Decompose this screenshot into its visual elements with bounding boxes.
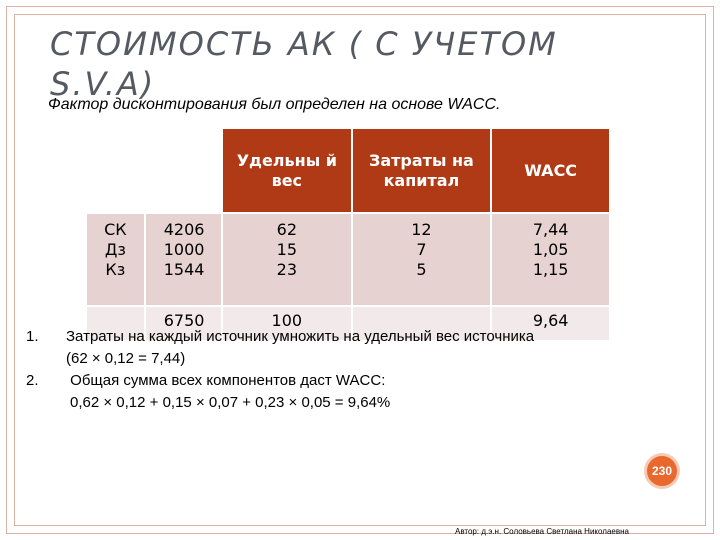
wacc-sk: 7,44: [532, 220, 569, 239]
table-row: [87, 213, 610, 306]
header-wacc: WACC: [491, 129, 610, 213]
header-cost-of-capital: Затраты на капитал: [352, 129, 492, 213]
weight-dz: 15: [276, 240, 297, 259]
amount-dz: 1000: [163, 240, 205, 259]
list-item: [26, 326, 534, 348]
note-number: 2.: [26, 372, 39, 389]
list-item: [26, 370, 534, 392]
wacc-kz: 1,15: [532, 260, 569, 279]
total-weight: 100: [222, 306, 351, 341]
note-formula: 0,62 × 0,12 + 0,15 × 0,07 + 0,23 × 0,05 = 9,64%: [70, 394, 391, 411]
note-text: Затраты на каждый источник умножить на удельный вес источника: [66, 328, 535, 345]
header-weight: Удельны й вес: [222, 129, 351, 213]
total-wacc: 9,64: [491, 306, 610, 341]
slide-title: СТОИМОСТЬ АК ( С УЧЕТОМ S.V.A): [50, 25, 558, 103]
note-text: Общая сумма всех компонентов даст WACC:: [66, 372, 386, 389]
cell-weights: [222, 213, 351, 306]
cost-dz: 7: [416, 240, 427, 259]
notes-list: [26, 326, 534, 414]
header-cell-blank-2: [145, 129, 222, 213]
weight-kz: 23: [276, 260, 297, 279]
cell-labels: [87, 213, 145, 306]
label-dz: Дз: [104, 240, 126, 259]
cost-sk: 12: [411, 220, 432, 239]
wacc-table: [87, 129, 611, 342]
table-header-row: [87, 129, 610, 213]
cell-wacc: [491, 213, 610, 306]
cost-kz: 5: [416, 260, 427, 279]
slide-subtitle: Фактор дисконтирования был определен на основе WACC.: [48, 96, 501, 113]
amount-sk: 4206: [163, 220, 205, 239]
author-credit: Автор: д.э.н. Соловьева Светлана Николаевна: [455, 527, 629, 536]
amount-kz: 1544: [163, 260, 205, 279]
wacc-dz: 1,05: [532, 240, 569, 259]
label-sk: СК: [104, 220, 127, 239]
cell-amounts: [145, 213, 222, 306]
note-formula: (62 × 0,12 = 7,44): [66, 350, 186, 367]
note-number: 1.: [26, 328, 39, 345]
cell-costs: [352, 213, 492, 306]
header-cell-blank-1: [87, 129, 145, 213]
label-kz: Кз: [105, 260, 126, 279]
weight-sk: 62: [276, 220, 297, 239]
total-amount: 6750: [145, 306, 222, 341]
page-number-badge: 230: [644, 453, 680, 489]
